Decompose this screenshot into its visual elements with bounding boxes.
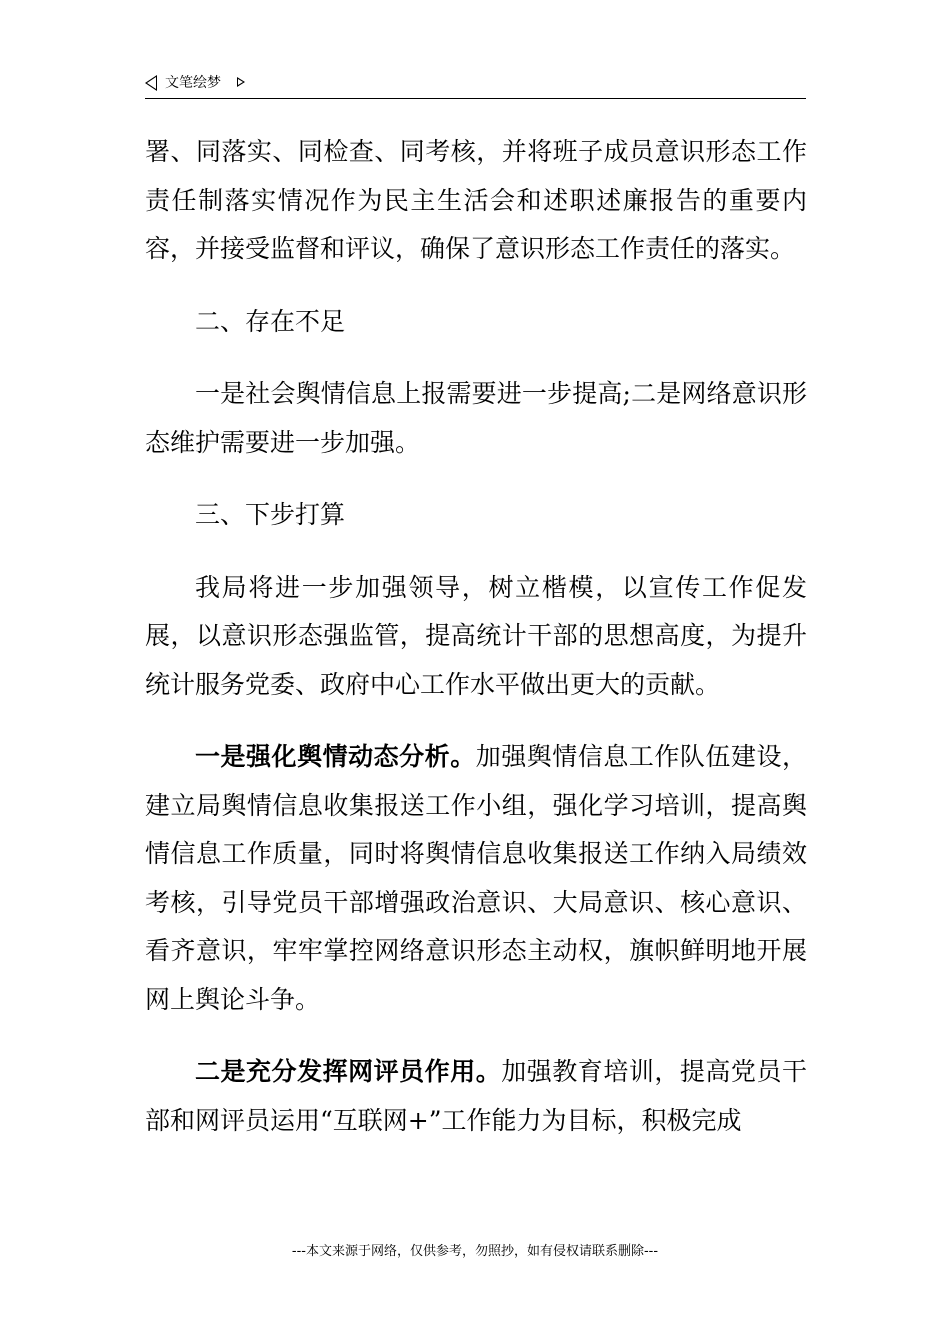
paragraph-item-two <box>145 1048 807 1145</box>
paragraph-lead-bold: 一是强化舆情动态分析。 <box>195 742 476 771</box>
paragraph-item-one <box>145 733 807 1024</box>
paragraph-text: 加强舆情信息工作队伍建设，建立局舆情信息收集报送工作小组，强化学习培训，提高舆情信息工作质量，同时将舆情信息收集报送工作纳入局绩效考核，引导党员干部增强政治意识、大局意识、核心意识、看齐意识，牢牢掌控网络意识形态主动权，旗帜鲜明地开展网上舆论斗争。 <box>145 742 807 1014</box>
paragraph-text: 我局将进一步加强领导，树立楷模，以宣传工作促发展，以意识形态强监管，提高统计干部的思想高度，为提升统计服务党委、政府中心工作水平做出更大的贡献。 <box>145 572 807 699</box>
paragraph-continuation <box>145 128 807 274</box>
paragraph-next-steps <box>145 564 807 710</box>
paragraph-shortcomings <box>145 370 807 467</box>
section-heading-text: 二、存在不足 <box>195 306 346 336</box>
triangle-right-icon <box>237 77 245 87</box>
paragraph-text: 加强教育培训，提高党员干部和网评员运用“互联网+”工作能力为目标，积极完成 <box>145 1057 807 1135</box>
page-footer-notice: ---本文来源于网络，仅供参考，勿照抄，如有侵权请联系删除--- <box>291 1244 659 1259</box>
section-heading-shortcomings <box>145 298 807 347</box>
paragraph-lead-bold: 二是充分发挥网评员作用。 <box>195 1057 502 1086</box>
header-logo-text: 文笔绘梦 <box>165 75 221 91</box>
section-heading-next-steps <box>145 491 807 540</box>
section-heading-text: 三、下步打算 <box>195 500 346 529</box>
paragraph-text: 署、同落实、同检查、同考核，并将班子成员意识形态工作责任制落实情况作为民主生活会和述职述廉报告的重要内容，并接受监督和评议，确保了意识形态工作责任的落实。 <box>145 137 807 263</box>
page-header <box>145 72 806 99</box>
paragraph-text: 一是社会舆情信息上报需要进一步提高;二是网络意识形态维护需要进一步加强。 <box>145 379 807 457</box>
document-body <box>145 128 807 1145</box>
triangle-left-icon <box>145 75 157 91</box>
